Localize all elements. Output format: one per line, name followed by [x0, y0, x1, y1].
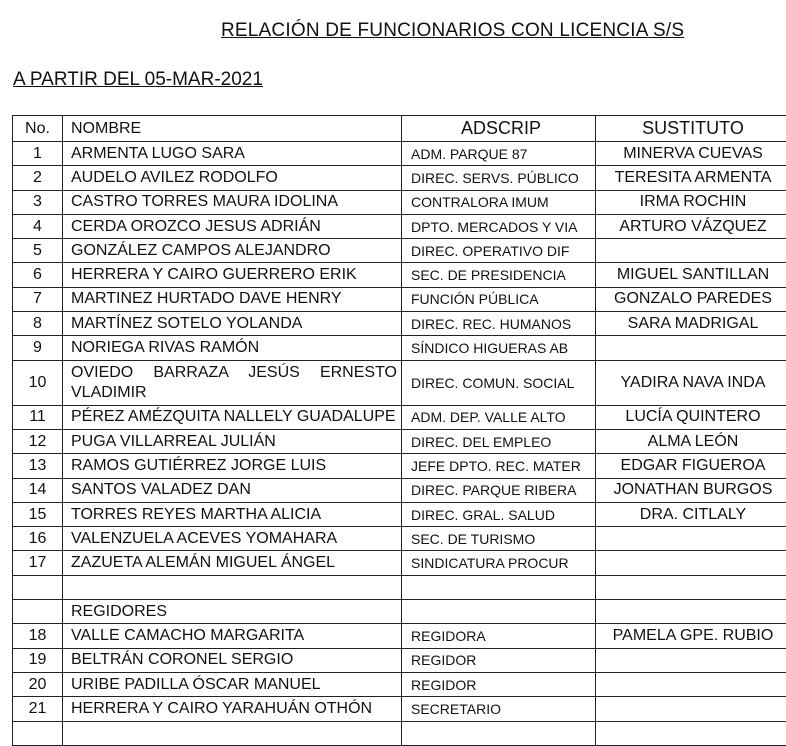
row-sustituto	[596, 551, 786, 575]
table-row	[13, 551, 786, 575]
blank-cell	[13, 721, 63, 745]
row-adscrip: SÍNDICO HIGUERAS AB	[402, 336, 596, 360]
row-sustituto	[596, 336, 786, 360]
row-adscrip: ADM. PARQUE 87	[402, 142, 596, 166]
row-sustituto: MINERVA CUEVAS	[596, 142, 786, 166]
row-sustituto	[596, 239, 786, 263]
section-label: REGIDORES	[63, 600, 402, 624]
row-number: 18	[13, 624, 63, 648]
row-sustituto: ARTURO VÁZQUEZ	[596, 214, 786, 238]
row-adscrip: DIREC. OPERATIVO DIF	[402, 239, 596, 263]
row-adscrip: FUNCIÓN PÚBLICA	[402, 287, 596, 311]
row-number: 16	[13, 527, 63, 551]
table-row	[13, 672, 786, 696]
blank-cell	[596, 721, 786, 745]
blank-cell	[402, 721, 596, 745]
table-row	[13, 142, 786, 166]
blank-cell	[402, 600, 596, 624]
row-sustituto: IRMA ROCHIN	[596, 190, 786, 214]
row-adscrip: JEFE DPTO. REC. MATER	[402, 454, 596, 478]
row-number: 11	[13, 405, 63, 429]
row-number: 5	[13, 239, 63, 263]
table-row	[13, 214, 786, 238]
row-name: HERRERA Y CAIRO YARAHUÁN OTHÓN	[63, 697, 402, 721]
table-row	[13, 478, 786, 502]
row-number: 1	[13, 142, 63, 166]
row-sustituto: DRA. CITLALY	[596, 502, 786, 526]
row-number: 3	[13, 190, 63, 214]
header-no: No.	[13, 116, 63, 142]
document-title: RELACIÓN DE FUNCIONARIOS CON LICENCIA S/S	[221, 20, 684, 42]
row-name: BELTRÁN CORONEL SERGIO	[63, 648, 402, 672]
row-sustituto: PAMELA GPE. RUBIO	[596, 624, 786, 648]
row-number: 14	[13, 478, 63, 502]
table-body	[13, 142, 786, 746]
row-number: 4	[13, 214, 63, 238]
row-number: 13	[13, 454, 63, 478]
table-row	[13, 239, 786, 263]
table-row	[13, 287, 786, 311]
row-name: VALLE CAMACHO MARGARITA	[63, 624, 402, 648]
section-row	[13, 600, 786, 624]
row-sustituto: YADIRA NAVA INDA	[596, 360, 786, 405]
row-sustituto: EDGAR FIGUEROA	[596, 454, 786, 478]
row-name: RAMOS GUTIÉRREZ JORGE LUIS	[63, 454, 402, 478]
row-adscrip: DPTO. MERCADOS Y VIA	[402, 214, 596, 238]
row-sustituto: SARA MADRIGAL	[596, 312, 786, 336]
row-adscrip: SEC. DE TURISMO	[402, 527, 596, 551]
row-sustituto: TERESITA ARMENTA	[596, 166, 786, 190]
row-name: NORIEGA RIVAS RAMÓN	[63, 336, 402, 360]
blank-cell	[596, 600, 786, 624]
row-adscrip: REGIDORA	[402, 624, 596, 648]
table-row	[13, 697, 786, 721]
row-name: PUGA VILLARREAL JULIÁN	[63, 429, 402, 453]
row-name: MARTINEZ HURTADO DAVE HENRY	[63, 287, 402, 311]
row-adscrip: CONTRALORA IMUM	[402, 190, 596, 214]
row-name: AUDELO AVILEZ RODOLFO	[63, 166, 402, 190]
row-number: 6	[13, 263, 63, 287]
row-adscrip: DIREC. SERVS. PÚBLICO	[402, 166, 596, 190]
table-row	[13, 360, 786, 405]
row-sustituto	[596, 648, 786, 672]
row-name: HERRERA Y CAIRO GUERRERO ERIK	[63, 263, 402, 287]
table-header-row	[13, 116, 786, 142]
row-name: MARTÍNEZ SOTELO YOLANDA	[63, 312, 402, 336]
blank-cell	[63, 575, 402, 599]
table-row	[13, 429, 786, 453]
table-row	[13, 648, 786, 672]
blank-cell	[596, 575, 786, 599]
row-name: OVIEDO BARRAZA JESÚS ERNESTO VLADIMIR	[63, 360, 402, 405]
row-sustituto	[596, 527, 786, 551]
row-name: ZAZUETA ALEMÁN MIGUEL ÁNGEL	[63, 551, 402, 575]
row-name: SANTOS VALADEZ DAN	[63, 478, 402, 502]
row-adscrip: REGIDOR	[402, 648, 596, 672]
row-adscrip: DIREC. GRAL. SALUD	[402, 502, 596, 526]
row-number: 19	[13, 648, 63, 672]
row-sustituto: MIGUEL SANTILLAN	[596, 263, 786, 287]
row-sustituto: ALMA LEÓN	[596, 429, 786, 453]
row-adscrip: ADM. DEP. VALLE ALTO	[402, 405, 596, 429]
blank-row	[13, 721, 786, 745]
row-number: 9	[13, 336, 63, 360]
row-adscrip: DIREC. PARQUE RIBERA	[402, 478, 596, 502]
row-name: PÉREZ AMÉZQUITA NALLELY GUADALUPE	[63, 405, 402, 429]
officials-table	[12, 115, 786, 746]
row-adscrip: SEC. DE PRESIDENCIA	[402, 263, 596, 287]
table-row	[13, 336, 786, 360]
row-name: ARMENTA LUGO SARA	[63, 142, 402, 166]
blank-cell	[402, 575, 596, 599]
blank-row	[13, 575, 786, 599]
row-name: CASTRO TORRES MAURA IDOLINA	[63, 190, 402, 214]
header-sustituto: SUSTITUTO	[596, 116, 786, 142]
row-number: 17	[13, 551, 63, 575]
table-row	[13, 624, 786, 648]
row-number: 7	[13, 287, 63, 311]
row-adscrip: SINDICATURA PROCUR	[402, 551, 596, 575]
row-sustituto	[596, 672, 786, 696]
row-adscrip: DIREC. REC. HUMANOS	[402, 312, 596, 336]
row-sustituto	[596, 697, 786, 721]
blank-cell	[13, 600, 63, 624]
blank-cell	[13, 575, 63, 599]
row-adscrip: SECRETARIO	[402, 697, 596, 721]
header-name: NOMBRE	[63, 116, 402, 142]
row-adscrip: REGIDOR	[402, 672, 596, 696]
row-name: CERDA OROZCO JESUS ADRIÁN	[63, 214, 402, 238]
row-number: 20	[13, 672, 63, 696]
table-row	[13, 527, 786, 551]
row-sustituto: JONATHAN BURGOS	[596, 478, 786, 502]
row-number: 15	[13, 502, 63, 526]
row-name: URIBE PADILLA ÓSCAR MANUEL	[63, 672, 402, 696]
table-row	[13, 312, 786, 336]
row-adscrip: DIREC. COMUN. SOCIAL	[402, 360, 596, 405]
table-row	[13, 190, 786, 214]
row-sustituto: LUCÍA QUINTERO	[596, 405, 786, 429]
blank-cell	[63, 721, 402, 745]
document-subtitle: A PARTIR DEL 05-MAR-2021	[13, 69, 263, 91]
table-row	[13, 166, 786, 190]
table-row	[13, 502, 786, 526]
row-number: 12	[13, 429, 63, 453]
row-name: TORRES REYES MARTHA ALICIA	[63, 502, 402, 526]
row-name: VALENZUELA ACEVES YOMAHARA	[63, 527, 402, 551]
table-row	[13, 263, 786, 287]
row-sustituto: GONZALO PAREDES	[596, 287, 786, 311]
row-number: 8	[13, 312, 63, 336]
table-row	[13, 454, 786, 478]
table-row	[13, 405, 786, 429]
row-number: 21	[13, 697, 63, 721]
row-adscrip: DIREC. DEL EMPLEO	[402, 429, 596, 453]
row-name: GONZÁLEZ CAMPOS ALEJANDRO	[63, 239, 402, 263]
header-adscrip: ADSCRIP	[402, 116, 596, 142]
row-number: 2	[13, 166, 63, 190]
row-number: 10	[13, 360, 63, 405]
